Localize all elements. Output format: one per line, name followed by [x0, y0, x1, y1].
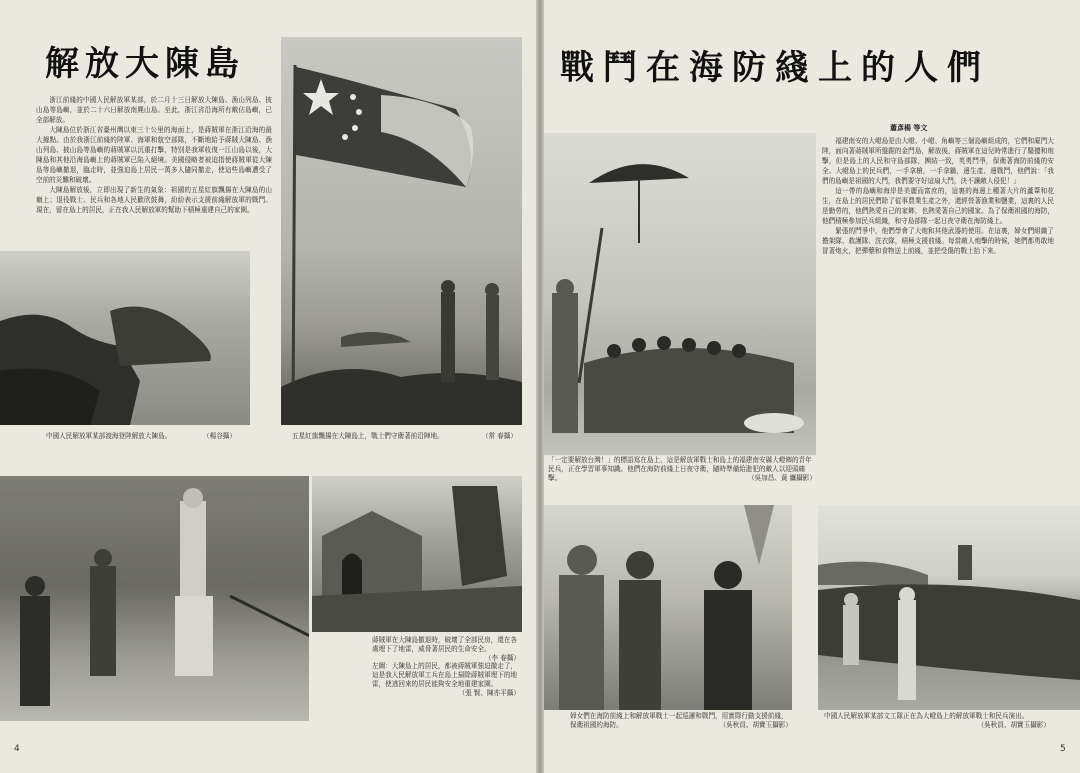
mine-sweeping-caption [372, 662, 520, 698]
right-article-text [822, 136, 1054, 426]
left-page-title: 解放大陳島 [45, 44, 245, 84]
left-intro-text [36, 95, 272, 247]
caption-credit: （吳秋員、胡寶玉攝影） [977, 721, 1050, 729]
caption-text: 五星紅旗飄揚在大陳島上，戰士們守衛著前沿陣地。 [292, 432, 444, 440]
article-author: 蕭彥楊 等文 [890, 123, 928, 132]
caption-text: 中國人民解放軍某部渡海登陸解放大陳島。 [46, 432, 172, 440]
intro-paragraph: 浙江前綫的中國人民解放軍某部，於二月十三日解放大陳島、漁山列島、披山島等島嶼，並於二十六日解放南麂山島。至此，浙江省沿海所有敵佔島嶼，已全部解放。 [36, 96, 272, 124]
intro-paragraph: 大陳島位於浙江省臺州灣以東三十公里的海面上，是蔣賊軍在浙江沿海的最大據點。由於我浙江前綫的陸軍、海軍和航空部隊，不斷地給予蔣賊大陳島、漁山列島、披山島等島嶼的蔣賊軍以沉重打擊，特別是我軍收復一江山島以後，大陳島和其他沿海島嶼上的蔣賊軍已陷入絕境。美國侵略者被迫指使蔣賊軍從大陳島等島嶼撤退，臨走時，並強迫島上居民一萬多人隨同撤走，使這些島嶼遭受了空前的災難和破壞。 [36, 126, 272, 184]
caption-credit: （李 春攝） [484, 654, 520, 662]
left-page-number: 4 [14, 744, 20, 754]
page-gutter [536, 0, 544, 773]
caption-credit: （常 春攝） [481, 432, 517, 440]
ruined-houses-caption [372, 636, 520, 663]
caption-text: 蔣賊軍在大陳島撤退時，破壞了全部民房，還在各處埋下了地雷，威脅著居民的生命安全。 [372, 636, 518, 653]
intro-paragraph: 大陳島解放後，立即出現了新生的氣象：祖國的五星紅旗飄揚在大陳島的山巔上；退役戰士、民兵和各地人民歡欣鼓舞，紛紛表示支援前綫解放軍的戰鬥。現在，留在島上的居民，正在我人民解放軍的幫助下積極重建自己的家園。 [36, 186, 272, 214]
caption-credit: （吳加昌、黃 鷹攝影） [747, 474, 816, 482]
mine-sweeping-photo [0, 476, 309, 721]
beach-performance-caption [824, 712, 1050, 730]
landing-photo-caption [46, 432, 236, 441]
women-soldiers-photo [544, 505, 792, 710]
caption-text: 中國人民解放軍某部文工隊正在為大嶝島上的解放軍戰士和民兵演出。 [824, 712, 1029, 720]
article-paragraph: 緊張的鬥爭中，他們學會了大炮和其他武器的使用。在這裏，婦女們組織了擔架隊、救護隊、洗衣隊，積極支援前綫。每當敵人炮擊的時候，她們都勇敢地冒著炮火，把彈藥和食物送上前綫，並把受傷的戰士抬下來。 [822, 227, 1054, 255]
right-page-number: 5 [1060, 744, 1066, 754]
militia-study-photo [544, 133, 816, 455]
women-soldiers-caption [570, 712, 792, 730]
article-paragraph: 這一帶的島嶼和海岸是美麗而富庶的，這裏的海邊上種著大片的蘆葦和花生，在島上的居民們除了從事農業生產之外，還經營著漁業和鹽業，這裏的人民是勤勞的，他們熱愛自己的家鄉，也熱愛著自己的國家。為了保衛祖國的海防，他們積極參加民兵組織，和守島部隊一起日夜守衛在海防綫上。 [822, 187, 1054, 225]
caption-credit: （張 賢、陳亦平攝） [458, 689, 520, 697]
caption-credit: （吳秋員、胡寶玉攝影） [719, 721, 792, 729]
caption-text: 婦女們在海防前綫上和解放軍戰士一起巡邏和戰鬥，用實際行動支援前綫，保衛祖國的海防。 [570, 712, 788, 729]
caption-text: 左圖：大陳島上的居民，都被蔣賊軍強迫撤走了，這是我人民解放軍工兵在島上掃除蔣賊軍埋下的地雷，使逃回來的居民能夠安全地重建家園。 [372, 662, 518, 688]
beach-performance-photo [818, 505, 1080, 710]
right-page-title: 戰鬥在海防綫上的人們 [560, 48, 990, 88]
caption-text: 「一定要解放台灣！」的標語寫在島上，這是解放軍戰士和島上的福建南安縣大嶝鄉的青年民兵，正在學習軍事知識。他們在海防前綫上日夜守衛，隨時準備給進犯的敵人以迎頭痛擊。 [548, 456, 812, 482]
militia-study-caption [548, 456, 816, 483]
flag-photo [281, 37, 522, 425]
flag-photo-caption [292, 432, 517, 441]
ruined-houses-photo [312, 476, 522, 632]
article-paragraph: 福建南安的大嶝島是由大嶝、小嶝、角嶼等三個島嶼組成的，它們和廈門大陸，面向著蔣賊軍所盤踞的金門島，解放後，蔣賊軍在這兒時常進行了騷擾和炮擊，但是島上的人民和守島部隊，團結一致，英勇鬥爭，保衛著海防前綫的安全。大嶝島上的民兵們，一手拿槍，一手拿鋤，邊生產、邊戰鬥，他們說：「我們的島嶼是祖國的大門，我們要守好這扇大門，決不讓敵人侵犯！」 [822, 137, 1054, 185]
caption-credit: （楊谷攝） [203, 432, 236, 440]
landing-photo [0, 251, 250, 425]
